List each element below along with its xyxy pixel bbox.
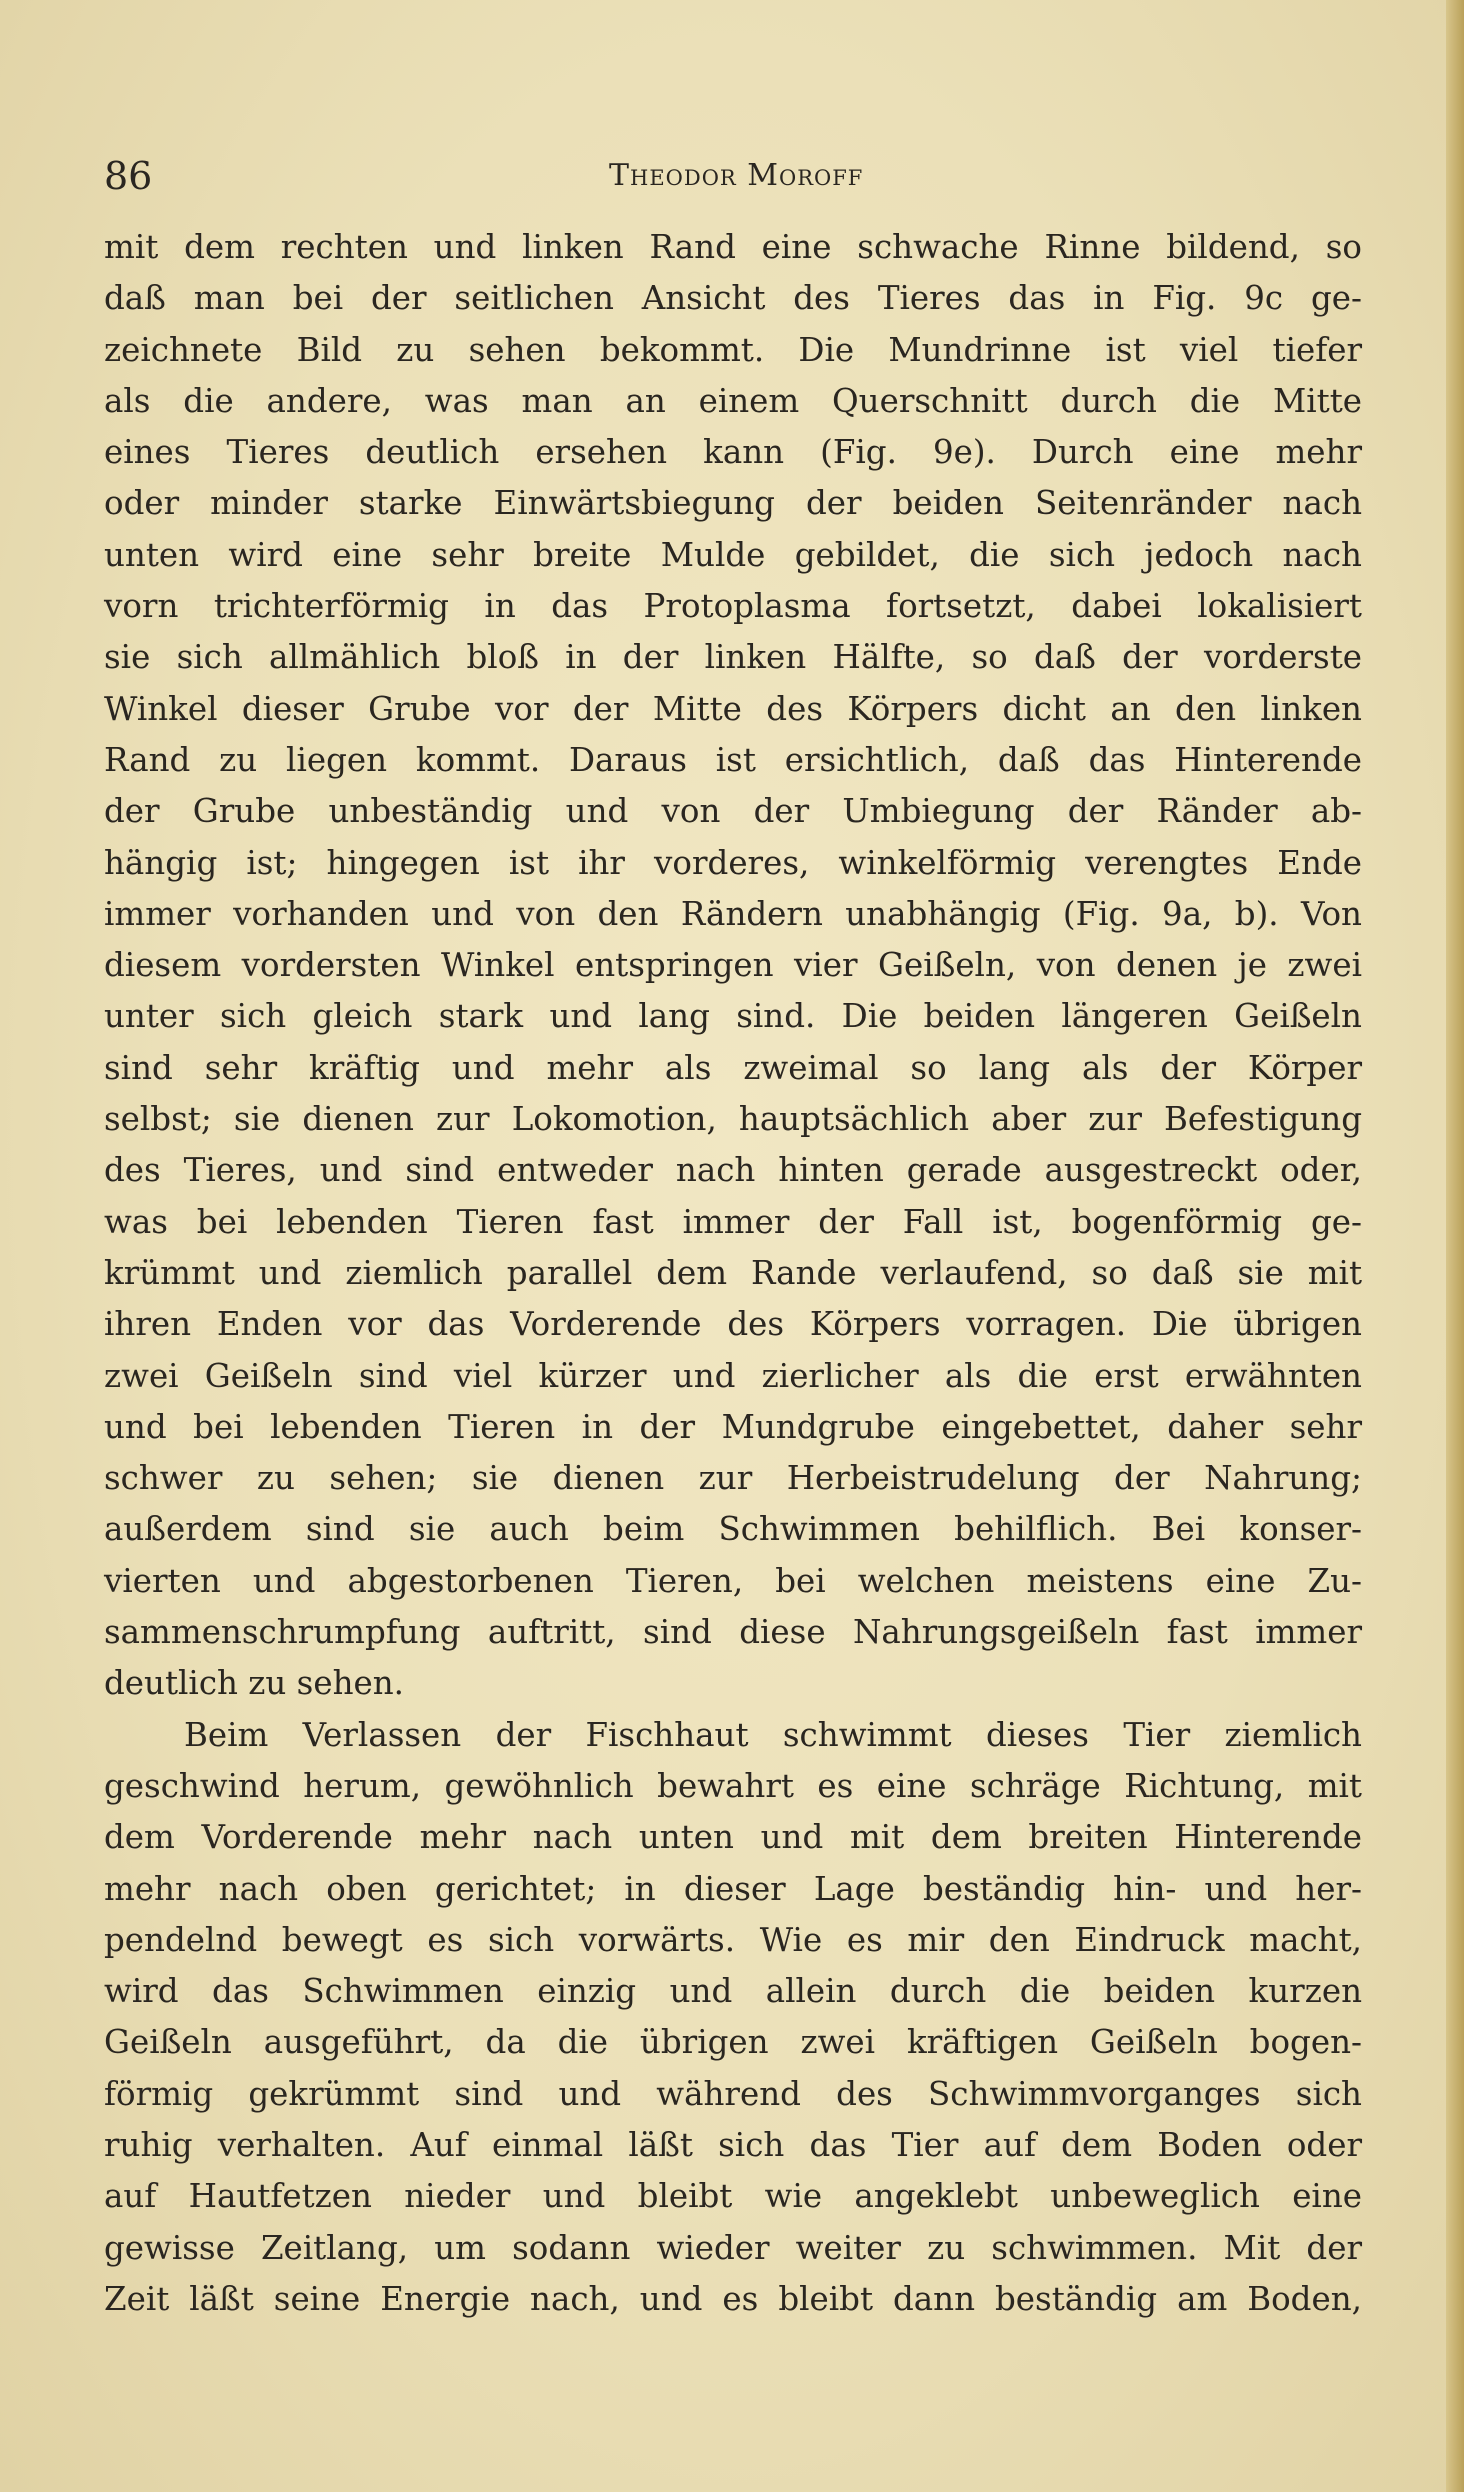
text-line: schwer zu sehen; sie dienen zur Herbeistrudelung der Nahrung; <box>104 1459 1362 1498</box>
text-line: geschwind herum, gewöhnlich bewahrt es eine schräge Richtung, mit <box>104 1766 1362 1805</box>
text-line: mit dem rechten und linken Rand eine schwache Rinne bildend, so <box>104 228 1362 266</box>
text-line: als die andere, was man an einem Querschnitt durch die Mitte <box>104 381 1362 420</box>
text-line: pendelnd bewegt es sich vorwärts. Wie es mir den Eindruck macht, <box>104 1920 1362 1959</box>
paragraph-start-line: Beim Verlassen der Fischhaut schwimmt dieses Tier ziemlich <box>184 1715 1362 1754</box>
text-line: oder minder starke Einwärtsbiegung der beiden Seitenränder nach <box>104 484 1362 523</box>
text-line: vorn trichterförmig in das Protoplasma fortsetzt, dabei lokalisiert <box>104 587 1362 626</box>
paragraph-end-line: deutlich zu sehen. <box>104 1664 405 1703</box>
text-line: wird das Schwimmen einzig und allein durch die beiden kurzen <box>104 1972 1362 2011</box>
text-line: Rand zu liegen kommt. Daraus ist ersichtlich, daß das Hinterende <box>104 740 1362 779</box>
text-line: eines Tieres deutlich ersehen kann (Fig. 9e). Durch eine mehr <box>104 433 1362 472</box>
text-line: sind sehr kräftig und mehr als zweimal so lang als der Körper <box>104 1048 1362 1087</box>
text-line: und bei lebenden Tieren in der Mundgrube eingebettet, daher sehr <box>104 1407 1362 1446</box>
body-text <box>104 222 1362 2325</box>
text-line: krümmt und ziemlich parallel dem Rande verlaufend, so daß sie mit <box>104 1253 1362 1292</box>
text-line: außerdem sind sie auch beim Schwimmen behilflich. Bei konser- <box>104 1510 1362 1549</box>
text-line: daß man bei der seitlichen Ansicht des Tieres das in Fig. 9c ge- <box>104 279 1362 318</box>
text-line: gewisse Zeitlang, um sodann wieder weiter zu schwimmen. Mit der <box>104 2228 1362 2267</box>
page-header <box>104 150 1374 210</box>
page-edge <box>1446 0 1464 2492</box>
text-line: unten wird eine sehr breite Mulde gebildet, die sich jedoch nach <box>104 535 1362 574</box>
text-line: unter sich gleich stark und lang sind. Die beiden längeren Geißeln <box>104 997 1362 1036</box>
text-line: vierten und abgestorbenen Tieren, bei welchen meistens eine Zu- <box>104 1561 1362 1600</box>
text-line: Winkel dieser Grube vor der Mitte des Körpers dicht an den linken <box>104 689 1362 728</box>
text-line: Zeit läßt seine Energie nach, und es bleibt dann beständig am Boden, <box>104 2279 1362 2318</box>
text-line: selbst; sie dienen zur Lokomotion, hauptsächlich aber zur Befestigung <box>104 1100 1362 1139</box>
text-line: förmig gekrümmt sind und während des Schwimmvorganges sich <box>104 2074 1362 2113</box>
text-line: mehr nach oben gerichtet; in dieser Lage beständig hin- und her- <box>104 1869 1362 1908</box>
text-line: Geißeln ausgeführt, da die übrigen zwei kräftigen Geißeln bogen- <box>104 2023 1362 2062</box>
text-line: diesem vordersten Winkel entspringen vier Geißeln, von denen je zwei <box>104 946 1362 985</box>
text-line: zeichnete Bild zu sehen bekommt. Die Mundrinne ist viel tiefer <box>104 330 1362 369</box>
text-line: ihren Enden vor das Vorderende des Körpers vorragen. Die übrigen <box>104 1305 1362 1344</box>
text-line: sie sich allmählich bloß in der linken Hälfte, so daß der vorderste <box>104 638 1362 677</box>
text-line: des Tieres, und sind entweder nach hinten gerade ausgestreckt oder, <box>104 1151 1362 1190</box>
text-line: immer vorhanden und von den Rändern unabhängig (Fig. 9a, b). Von <box>104 894 1362 933</box>
running-head-author: Theodor Moroff <box>609 158 864 193</box>
text-line: der Grube unbeständig und von der Umbiegung der Ränder ab- <box>104 792 1362 831</box>
text-line: zwei Geißeln sind viel kürzer und zierlicher als die erst erwähnten <box>104 1356 1362 1395</box>
text-line: ruhig verhalten. Auf einmal läßt sich das Tier auf dem Boden oder <box>104 2125 1362 2164</box>
text-line: auf Hautfetzen nieder und bleibt wie angeklebt unbeweglich eine <box>104 2177 1362 2216</box>
page-number: 86 <box>104 154 153 198</box>
text-line: hängig ist; hingegen ist ihr vorderes, winkelförmig verengtes Ende <box>104 843 1362 882</box>
text-line: was bei lebenden Tieren fast immer der Fall ist, bogenförmig ge- <box>104 1202 1362 1241</box>
text-line: dem Vorderende mehr nach unten und mit dem breiten Hinterende <box>104 1818 1362 1857</box>
text-line: sammenschrumpfung auftritt, sind diese Nahrungsgeißeln fast immer <box>104 1613 1362 1652</box>
